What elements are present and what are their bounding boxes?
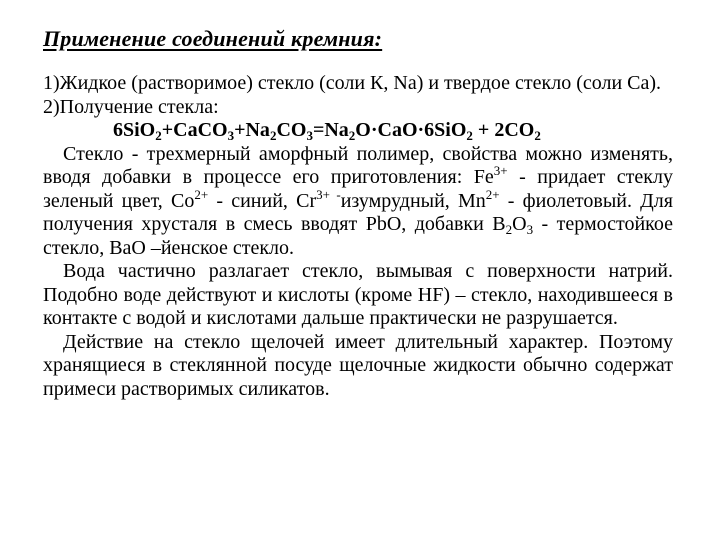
formula-subscript: 2 [505,222,513,237]
formula-subscript: 2 [155,128,162,143]
formula-part: +Na [234,119,270,141]
text-run: Стекло - трехмерный аморфный полимер, свойства можно изменять, вводя добавки в процессе его приготовления: Fe [43,142,673,188]
ion-charge: 2+ [194,186,209,202]
formula-subscript: 2 [348,128,356,143]
formula-part: +CaCO [161,119,228,141]
slide-body [43,72,673,401]
slide-title: Применение соединений кремния: [43,26,383,51]
paragraph-liquid-glass: 1)Жидкое (растворимое) стекло (соли К, Na) и твердое стекло (соли Са). [43,72,662,94]
ion-charge: 3+ - [316,186,341,202]
paragraph-water-action: Вода частично разлагает стекло, вымывая с поверхности натрий. Подобно воде действуют и кислоты (кроме HF) – стекло, находившееся в контакте с водой и кислотами дальше практически не разрушается. [43,260,673,329]
text-run: - придает стеклу зеленый цвет, Co [43,166,673,212]
formula-part: + 2CO [472,119,535,141]
formula-subscript: 2 [534,128,541,143]
formula-subscript: 3 [526,222,534,237]
text-run: O [512,213,527,235]
ion-charge: 2+ [485,186,500,202]
paragraph-glass-production: 2)Получение стекла: [43,95,219,118]
formula-part: O·CaO·6SiO [355,119,467,141]
text-run: - фиолетовый. Для получения хрусталя в смесь вводят PbO, добавки B [43,189,673,235]
ion-charge: 3+ [493,163,508,178]
formula-subscript: 3 [306,128,313,143]
formula-subscript: 3 [227,128,235,143]
paragraph-glass-additives [43,143,673,261]
text-run: - термостойкое стекло, BaO –йенское стекло. [43,213,673,259]
formula-part: =Na [312,119,349,141]
text-run: изумрудный, Mn [340,189,486,212]
reaction-equation [43,119,673,143]
formula-part: CO [276,119,307,141]
text-run: - синий, Cr [208,189,317,212]
formula-subscript: 2 [466,128,473,143]
paragraph-alkali-action: Действие на стекло щелочей имеет длительный характер. Поэтому хранящиеся в стеклянной посуде щелочные жидкости обычно содержат примеси растворимых силикатов. [43,330,673,400]
formula-part: 6SiO [113,119,156,141]
formula-subscript: 2 [269,128,277,143]
